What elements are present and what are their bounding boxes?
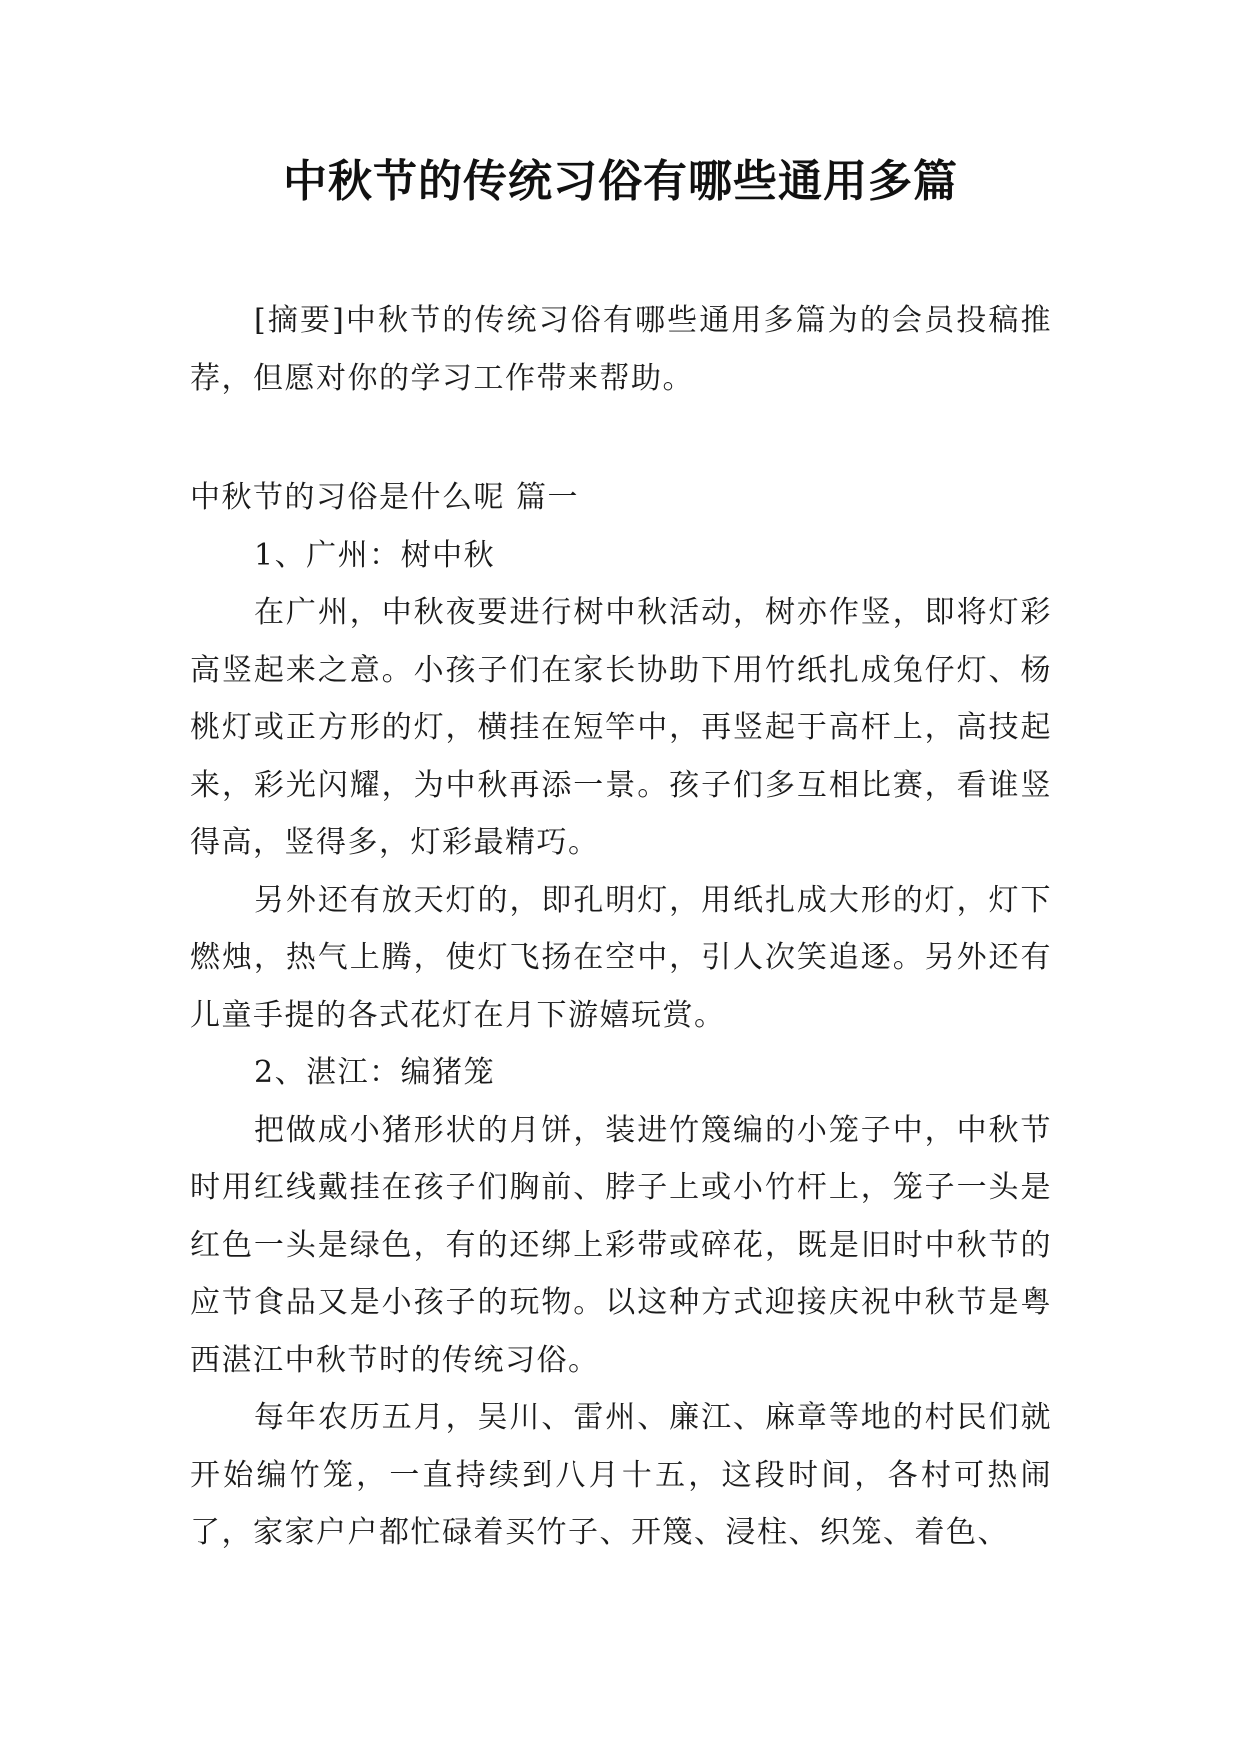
document-title: 中秋节的传统习俗有哪些通用多篇 bbox=[283, 156, 958, 207]
section-heading: 中秋节的习俗是什么呢 篇一 bbox=[190, 480, 580, 515]
item2-paragraph-1: 把做成小猪形状的月饼，装进竹篾编的小笼子中，中秋节时用红线戴挂在孩子们胸前、脖子上或小竹杆上，笼子一头是红色一头是绿色，有的还绑上彩带或碎花，既是旧时中秋节的应节食品又是小孩子的玩物。以这种方式迎接庆祝中秋节是粤西湛江中秋节时的传统习俗。 bbox=[190, 1112, 1052, 1378]
item2-paragraph-2: 每年农历五月，吴川、雷州、廉江、麻章等地的村民们就开始编竹笼，一直持续到八月十五，这段时间，各村可热闹了，家家户户都忙碌着买竹子、开篾、浸柱、织笼、着色、 bbox=[190, 1400, 1052, 1550]
item1-heading: 1、广州：树中秋 bbox=[254, 537, 496, 573]
item1-paragraph-1: 在广州，中秋夜要进行树中秋活动，树亦作竖，即将灯彩高竖起来之意。小孩子们在家长协助下用竹纸扎成兔仔灯、杨桃灯或正方形的灯，横挂在短竿中，再竖起于高杆上，高技起来，彩光闪耀，为中秋再添一景。孩子们多互相比赛，看谁竖得高，竖得多，灯彩最精巧。 bbox=[190, 595, 1052, 860]
document-body bbox=[190, 292, 1052, 1562]
abstract-paragraph: [摘要]中秋节的传统习俗有哪些通用多篇为的会员投稿推荐，但愿对你的学习工作带来帮助。 bbox=[190, 303, 1052, 396]
item2-heading: 2、湛江：编猪笼 bbox=[254, 1055, 496, 1090]
item1-paragraph-2: 另外还有放天灯的，即孔明灯，用纸扎成大形的灯，灯下燃烛，热气上腾，使灯飞扬在空中，引人次笑追逐。另外还有儿童手提的各式花灯在月下游嬉玩赏。 bbox=[190, 882, 1052, 1033]
